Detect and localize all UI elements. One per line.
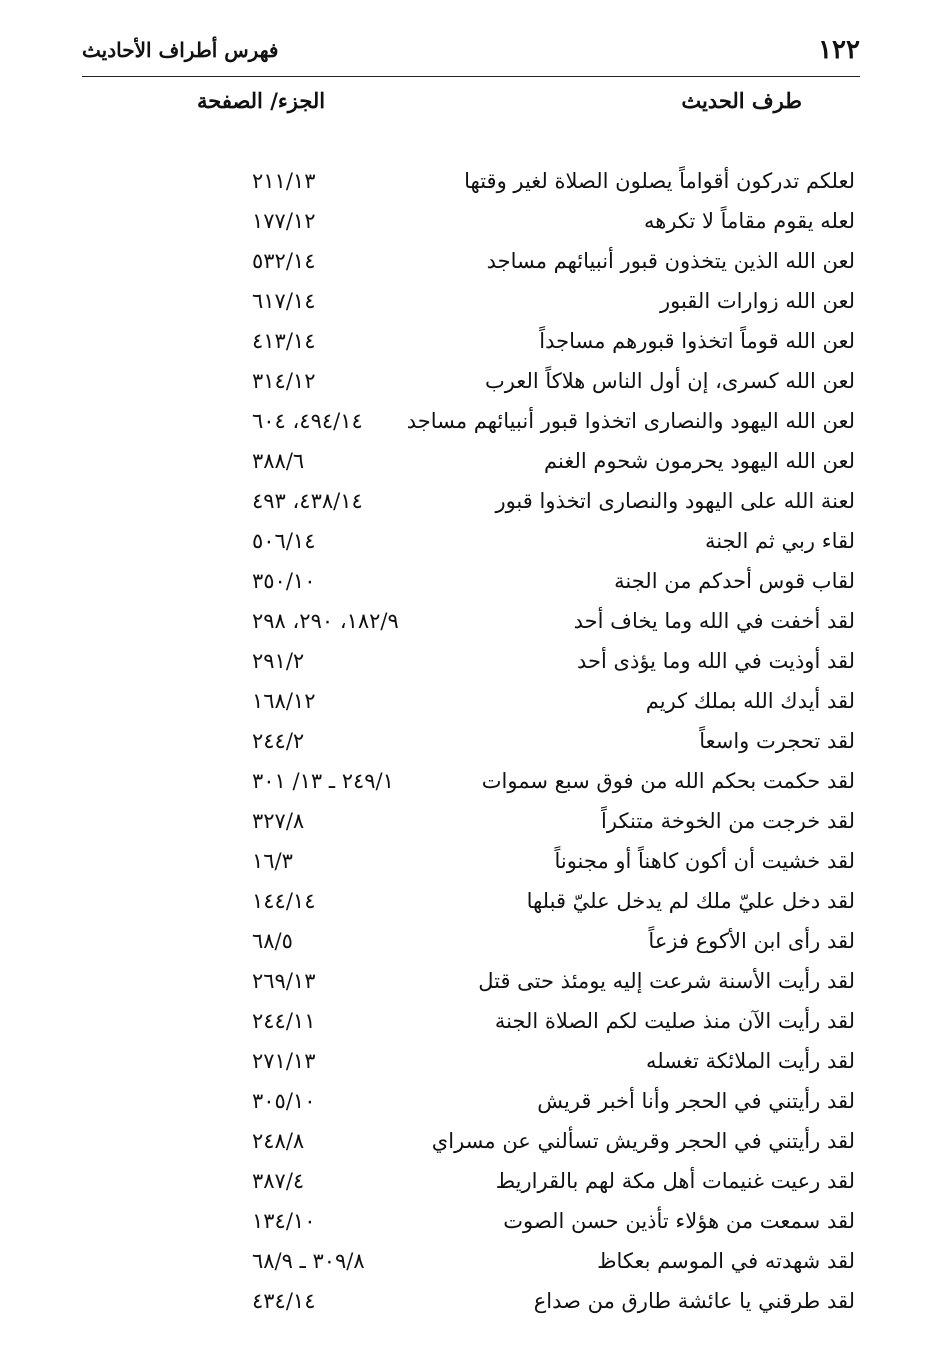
hadith-text: لعنة الله على اليهود والنصارى اتخذوا قبور — [495, 489, 855, 513]
column-header-hadith: طرف الحديث — [681, 88, 802, 113]
running-title: فهرس أطراف الأحاديث — [82, 38, 279, 62]
volume-page-ref: ٢٧١/١٣ — [252, 1049, 316, 1073]
hadith-text: لعن الله كسرى، إن أول الناس هلاكاً العرب — [484, 369, 855, 393]
volume-page-ref: ٥٠٦/١٤ — [252, 529, 316, 553]
index-entry — [82, 1245, 860, 1285]
index-entry — [82, 605, 860, 645]
hadith-text: لعن الله قوماً اتخذوا قبورهم مساجداً — [539, 329, 855, 353]
index-entry — [82, 1205, 860, 1245]
index-entry — [82, 485, 860, 525]
hadith-text: لقد رأيت الآن منذ صليت لكم الصلاة الجنة — [494, 1009, 855, 1033]
volume-page-ref: ٢٦٩/١٣ — [252, 969, 316, 993]
hadith-text: لقد رأيت الملائكة تغسله — [645, 1049, 855, 1073]
volume-page-ref: ١٤٤/١٤ — [252, 889, 316, 913]
volume-page-ref: ٥٣٢/١٤ — [252, 249, 316, 273]
index-entry — [82, 725, 860, 765]
volume-page-ref: ٢٤٤/٢ — [252, 729, 305, 753]
index-entry — [82, 685, 860, 725]
volume-page-ref: ٢٤٨/٨ — [252, 1129, 305, 1153]
index-entry — [82, 805, 860, 845]
hadith-text: لعن الله زوارات القبور — [659, 289, 855, 313]
hadith-text: لقد رأيتني في الحجر وأنا أخبر قريش — [537, 1089, 855, 1113]
hadith-text: لقد حكمت بحكم الله من فوق سبع سموات — [481, 769, 855, 793]
column-headers — [82, 88, 860, 122]
hadith-text: لقد خرجت من الخوخة متنكراً — [601, 809, 855, 833]
hadith-text: لقد تحجرت واسعاً — [699, 729, 855, 753]
hadith-text: لقد شهدته في الموسم بعكاظ — [597, 1249, 855, 1273]
index-entry — [82, 1045, 860, 1085]
index-entry — [82, 845, 860, 885]
volume-page-ref: ٤٩٤/١٤، ٦٠٤ — [252, 409, 363, 433]
index-entry — [82, 405, 860, 445]
volume-page-ref: ٤٣٨/١٤، ٤٩٣ — [252, 489, 363, 513]
volume-page-ref: ٦١٧/١٤ — [252, 289, 316, 313]
index-entry — [82, 445, 860, 485]
hadith-text: لقد أخفت في الله وما يخاف أحد — [573, 609, 855, 633]
volume-page-ref: ٣٨٨/٦ — [252, 449, 305, 473]
hadith-index-list — [82, 165, 860, 1325]
column-header-reference: الجزء/ الصفحة — [197, 88, 326, 113]
hadith-text: لقاب قوس أحدكم من الجنة — [614, 569, 855, 593]
index-entry — [82, 1125, 860, 1165]
index-entry — [82, 245, 860, 285]
index-entry — [82, 325, 860, 365]
index-entry — [82, 645, 860, 685]
page-number: ١٢٢ — [818, 35, 860, 65]
index-entry — [82, 1165, 860, 1205]
index-entry — [82, 925, 860, 965]
volume-page-ref: ١٦/٣ — [252, 849, 293, 873]
hadith-text: لقد دخل عليّ ملك لم يدخل عليّ قبلها — [526, 889, 855, 913]
volume-page-ref: ٢٩١/٢ — [252, 649, 305, 673]
volume-page-ref: ٣٨٧/٤ — [252, 1169, 305, 1193]
volume-page-ref: ١٨٢/٩، ٢٩٠، ٢٩٨ — [252, 609, 399, 633]
index-entry — [82, 165, 860, 205]
hadith-text: لقد خشيت أن أكون كاهناً أو مجنوناً — [554, 849, 855, 873]
volume-page-ref: ٢٤٩/١ ـ ١٣/ ٣٠١ — [252, 769, 394, 793]
volume-page-ref: ٢٤٤/١١ — [252, 1009, 316, 1033]
volume-page-ref: ٣٠٩/٨ ـ ٦٨/٩ — [252, 1249, 365, 1273]
hadith-text: لقد رأيت الأسنة شرعت إليه يومئذ حتى قتل — [478, 969, 855, 993]
hadith-text: لقد رأى ابن الأكوع فزعاً — [648, 929, 855, 953]
index-entry — [82, 1005, 860, 1045]
hadith-text: لقاء ربي ثم الجنة — [704, 529, 855, 553]
hadith-text: لعن الله اليهود والنصارى اتخذوا قبور أنبيائهم مساجد — [406, 409, 855, 433]
volume-page-ref: ١٦٨/١٢ — [252, 689, 316, 713]
index-entry — [82, 565, 860, 605]
volume-page-ref: ٤١٣/١٤ — [252, 329, 316, 353]
volume-page-ref: ١٧٧/١٢ — [252, 209, 316, 233]
index-entry — [82, 965, 860, 1005]
hadith-text: لقد رعيت غنيمات أهل مكة لهم بالقراريط — [495, 1169, 855, 1193]
hadith-text: لقد طرقني يا عائشة طارق من صداع — [533, 1289, 855, 1313]
hadith-text: لقد أيدك الله بملك كريم — [645, 689, 855, 713]
index-entry — [82, 205, 860, 245]
hadith-text: لعن الله الذين يتخذون قبور أنبيائهم مساجد — [486, 249, 855, 273]
index-entry — [82, 885, 860, 925]
volume-page-ref: ٣١٤/١٢ — [252, 369, 316, 393]
index-entry — [82, 285, 860, 325]
hadith-text: لقد أوذيت في الله وما يؤذى أحد — [577, 649, 855, 673]
hadith-text: لعلكم تدركون أقواماً يصلون الصلاة لغير وقتها — [464, 169, 855, 193]
hadith-text: لقد سمعت من هؤلاء تأذين حسن الصوت — [503, 1209, 855, 1233]
page-header — [82, 30, 860, 77]
index-entry — [82, 765, 860, 805]
volume-page-ref: ٣٠٥/١٠ — [252, 1089, 316, 1113]
index-entry — [82, 365, 860, 405]
volume-page-ref: ٢١١/١٣ — [252, 169, 316, 193]
volume-page-ref: ١٣٤/١٠ — [252, 1209, 316, 1233]
index-entry — [82, 1085, 860, 1125]
index-entry — [82, 1285, 860, 1325]
index-entry — [82, 525, 860, 565]
hadith-text: لقد رأيتني في الحجر وقريش تسألني عن مسراي — [431, 1129, 855, 1153]
volume-page-ref: ٣٥٠/١٠ — [252, 569, 316, 593]
hadith-text: لعن الله اليهود يحرمون شحوم الغنم — [544, 449, 855, 473]
volume-page-ref: ٦٨/٥ — [252, 929, 293, 953]
volume-page-ref: ٤٣٤/١٤ — [252, 1289, 316, 1313]
volume-page-ref: ٣٢٧/٨ — [252, 809, 305, 833]
hadith-text: لعله يقوم مقاماً لا تكرهه — [643, 209, 855, 233]
